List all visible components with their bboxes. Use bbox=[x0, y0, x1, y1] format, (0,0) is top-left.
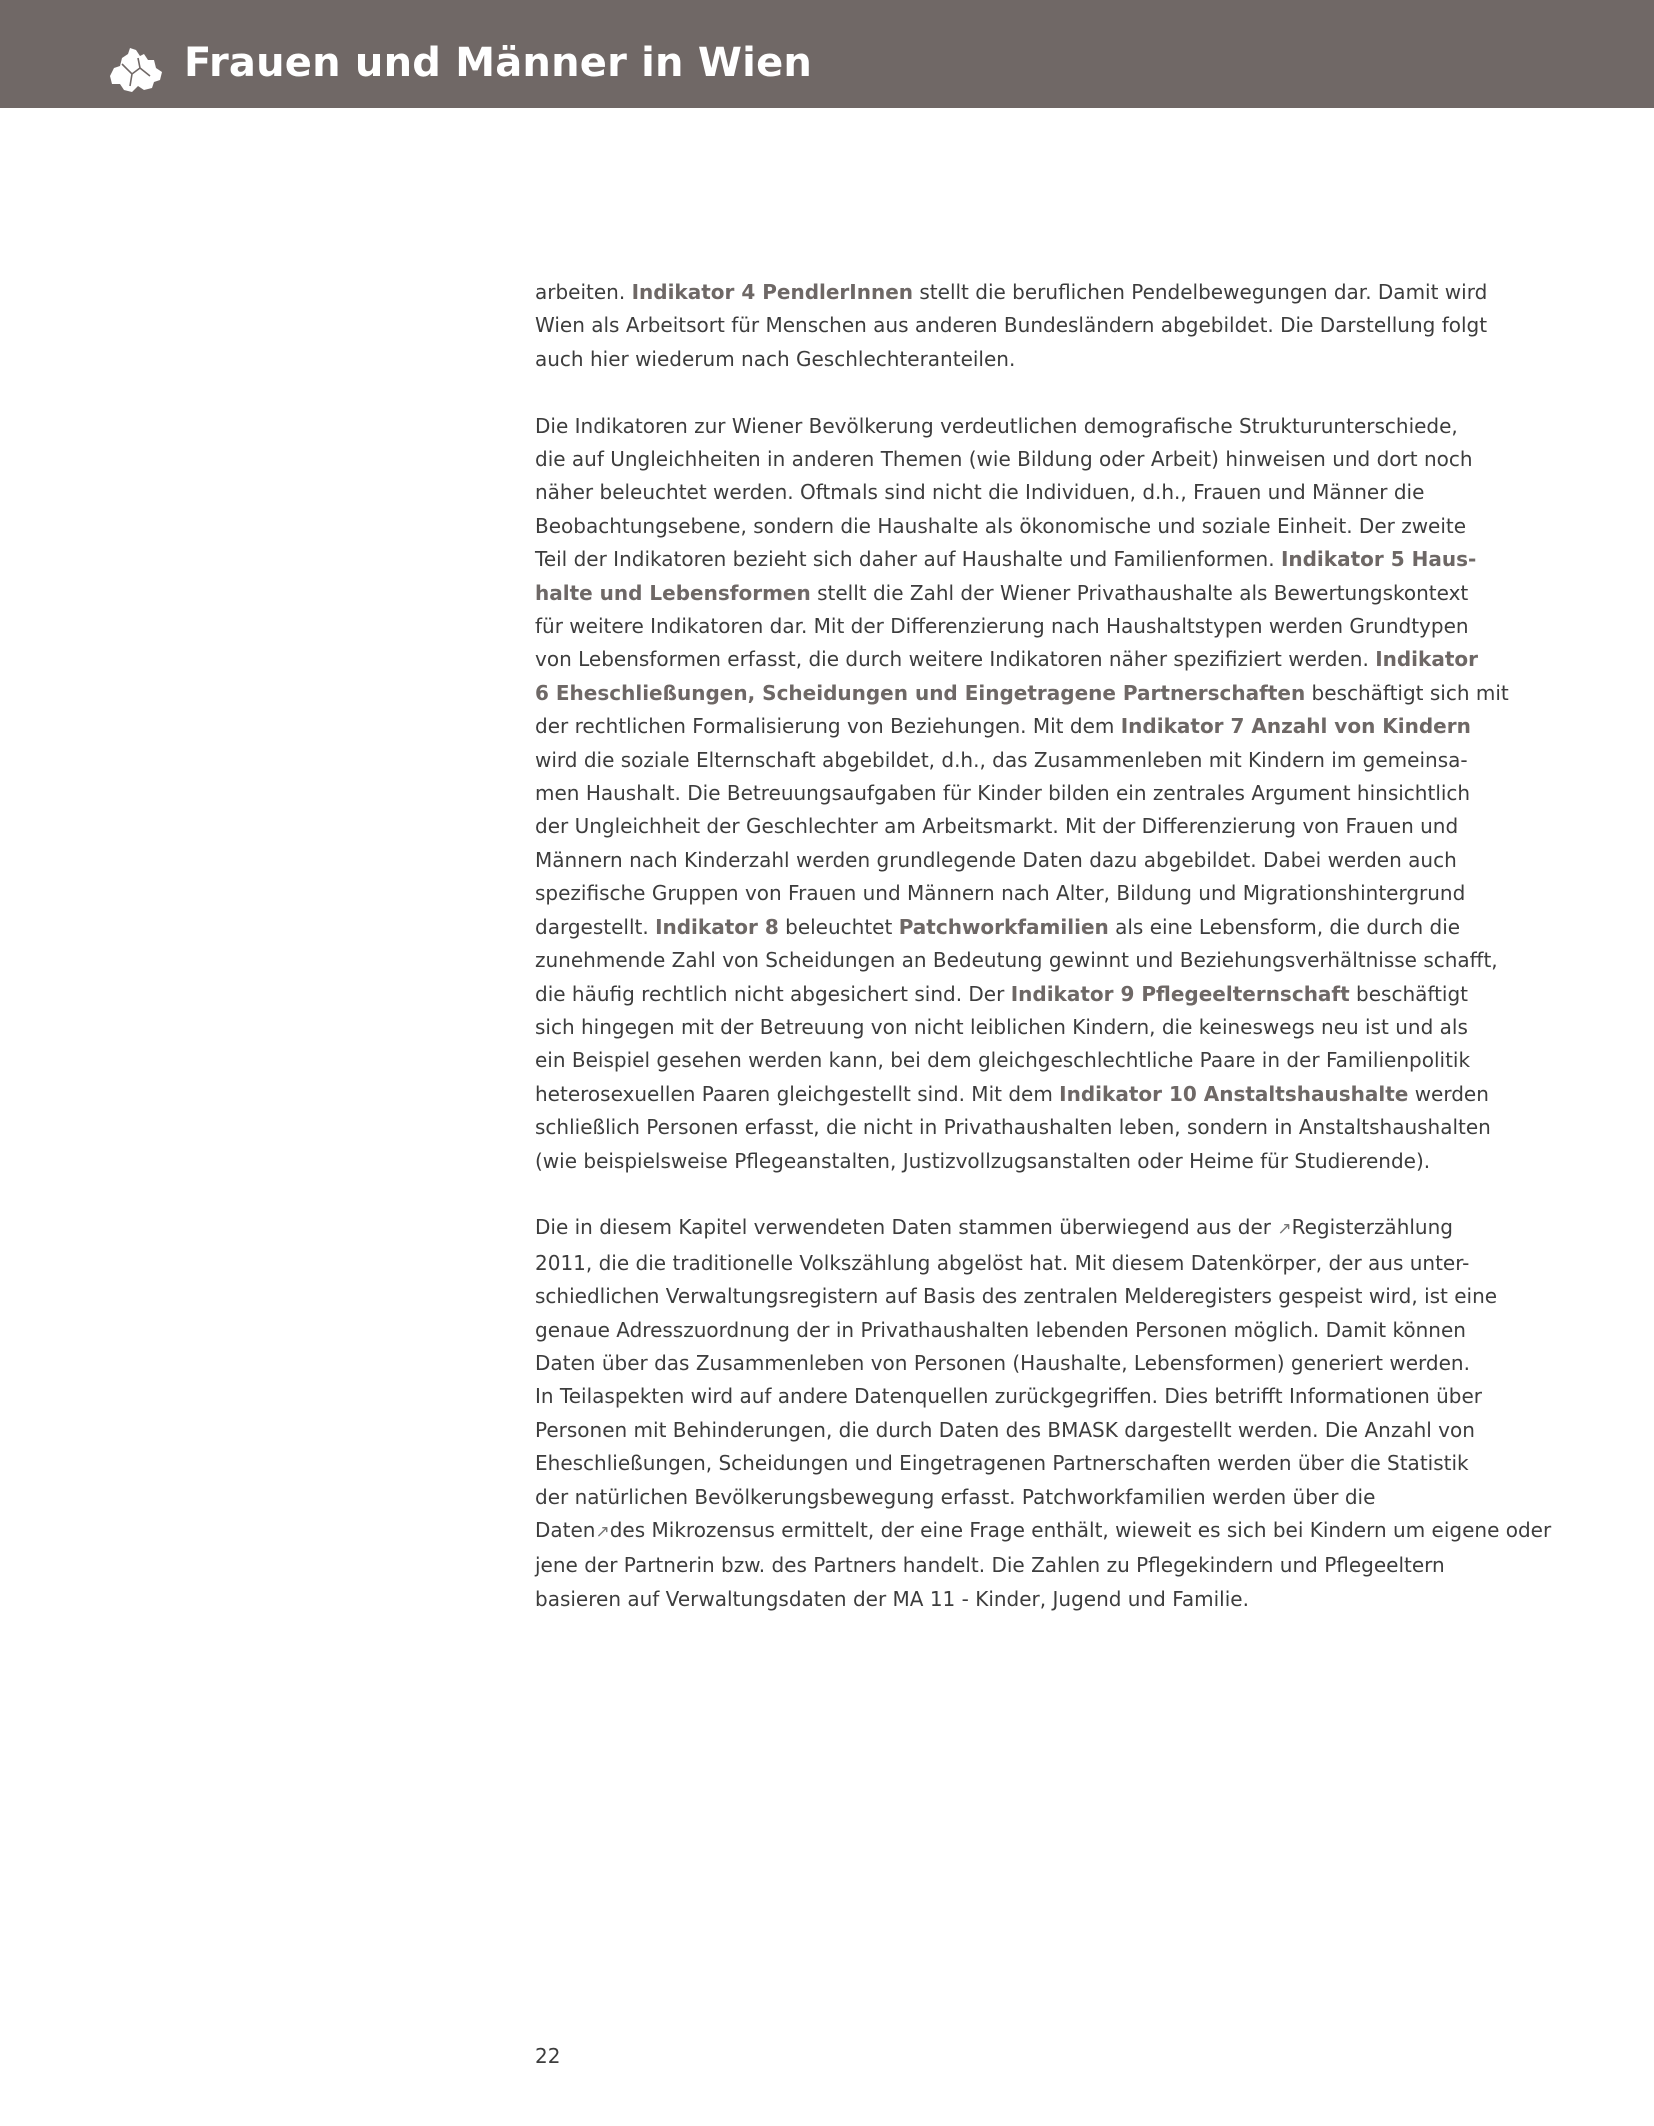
text-line: spezifische Gruppen von Frauen und Männern nach Alter, Bildung und Migrationshintergrund bbox=[535, 881, 1466, 906]
emphasis-indicator-5: Indikator 5 Haus- bbox=[1280, 547, 1477, 572]
text-line: sich hingegen mit der Betreuung von nicht leiblichen Kindern, die keineswegs neu ist und als bbox=[535, 1014, 1468, 1039]
text-run: als eine Lebensform, die durch die bbox=[1108, 914, 1461, 939]
text-line bbox=[535, 276, 1495, 309]
page-number: 22 bbox=[535, 2044, 561, 2068]
text-line bbox=[535, 1078, 1495, 1111]
page-header-title: Frauen und Männer in Wien bbox=[184, 40, 813, 86]
emphasis-indicator-10: Indikator 10 Anstaltshaushalte bbox=[1059, 1081, 1409, 1106]
text-line: Beobachtungsebene, sondern die Haushalte als ökonomische und soziale Einheit. Der zweite bbox=[535, 513, 1467, 538]
text-run: Die in diesem Kapitel verwendeten Daten stammen überwiegend aus der bbox=[535, 1215, 1278, 1240]
glossary-link-registerzaehlung[interactable]: Registerzählung bbox=[1291, 1215, 1453, 1240]
text-run: dargestellt. bbox=[535, 914, 656, 939]
header-bar bbox=[0, 0, 1654, 108]
text-line bbox=[535, 1514, 1552, 1549]
emphasis-indicator-4: Indikator 4 PendlerInnen bbox=[631, 280, 914, 304]
text-line: In Teilaspekten wird auf andere Datenquellen zurückgegriffen. Dies betrifft Informationen über bbox=[535, 1384, 1483, 1409]
text-line: der natürlichen Bevölkerungsbewegung erfasst. Patchworkfamilien werden über die bbox=[535, 1484, 1376, 1509]
paragraph-data-sources bbox=[535, 1211, 1552, 1616]
text-run: Daten bbox=[535, 1518, 596, 1542]
text-line bbox=[535, 543, 1495, 576]
text-line: näher beleuchtet werden. Oftmals sind nicht die Individuen, d.h., Frauen und Männer die bbox=[535, 480, 1425, 505]
text-run: der rechtlichen Formalisierung von Beziehungen. Mit dem bbox=[535, 714, 1121, 739]
text-line bbox=[535, 978, 1495, 1011]
arrow-up-right-icon: ↗ bbox=[595, 1522, 610, 1542]
emphasis-indicator-6-cont: 6 Eheschließungen, Scheidungen und Eingetragene Partnerschaften bbox=[535, 680, 1306, 705]
emphasis-indicator-8: Indikator 8 bbox=[655, 914, 779, 939]
text-line: Männern nach Kinderzahl werden grundlegende Daten dazu abgebildet. Dabei werden auch bbox=[535, 847, 1457, 872]
text-line: genaue Adresszuordnung der in Privathaushalten lebenden Personen möglich. Damit können bbox=[535, 1317, 1466, 1342]
text-run: heterosexuellen Paaren gleichgestellt sind. Mit dem bbox=[535, 1081, 1060, 1106]
text-line: der Ungleichheit der Geschlechter am Arbeitsmarkt. Mit der Differenzierung von Frauen und bbox=[535, 814, 1459, 839]
text-line: 2011, die die traditionelle Volkszählung abgelöst hat. Mit diesem Datenkörper, der aus unter- bbox=[535, 1250, 1470, 1275]
text-line bbox=[535, 577, 1495, 610]
emphasis-indicator-6: Indikator bbox=[1375, 647, 1478, 672]
arrow-up-right-icon: ↗ bbox=[1277, 1219, 1292, 1240]
paragraph-indicators-pendler bbox=[535, 276, 1495, 376]
text-line: die auf Ungleichheiten in anderen Themen (wie Bildung oder Arbeit) hinweisen und dort noch bbox=[535, 447, 1473, 472]
text-line: auch hier wiederum nach Geschlechteranteilen. bbox=[535, 346, 1016, 371]
text-run: arbeiten. bbox=[535, 280, 632, 304]
text-line: Die Indikatoren zur Wiener Bevölkerung verdeutlichen demografische Strukturunterschiede, bbox=[535, 413, 1458, 438]
emphasis-patchworkfamilien: Patchworkfamilien bbox=[898, 914, 1109, 939]
text-line bbox=[535, 643, 1495, 676]
text-line: Personen mit Behinderungen, die durch Daten des BMASK dargestellt werden. Die Anzahl von bbox=[535, 1417, 1475, 1442]
text-line: jene der Partnerin bzw. des Partners handelt. Die Zahlen zu Pflegekindern und Pflegeeltern bbox=[535, 1553, 1445, 1578]
text-line bbox=[535, 710, 1495, 743]
glossary-link-daten[interactable]: des Mikrozensus ermittelt, der eine Frage enthält, wieweit es sich bei Kindern um eigene oder bbox=[609, 1518, 1552, 1542]
text-run: von Lebensformen erfasst, die durch weitere Indikatoren näher spezifiziert werden. bbox=[535, 647, 1376, 672]
text-line: ein Beispiel gesehen werden kann, bei dem gleichgeschlechtliche Paare in der Familienpolitik bbox=[535, 1048, 1471, 1073]
text-run: die häufig rechtlich nicht abgesichert sind. Der bbox=[535, 981, 1011, 1006]
text-line bbox=[535, 911, 1495, 944]
text-line: schiedlichen Verwaltungsregistern auf Basis des zentralen Melderegisters gespeist wird, ist eine bbox=[535, 1284, 1498, 1309]
emphasis-indicator-7: Indikator 7 Anzahl von Kindern bbox=[1120, 714, 1471, 739]
emphasis-indicator-9: Indikator 9 Pflegeelternschaft bbox=[1010, 981, 1350, 1006]
text-run: Teil der Indikatoren bezieht sich daher auf Haushalte und Familienformen. bbox=[535, 547, 1281, 572]
text-line: Daten über das Zusammenleben von Personen (Haushalte, Lebensformen) generiert werden. bbox=[535, 1350, 1470, 1375]
text-line: Wien als Arbeitsort für Menschen aus anderen Bundesländern abgebildet. Die Darstellung folgt bbox=[535, 313, 1488, 338]
text-line: (wie beispielsweise Pflegeanstalten, Justizvollzugsanstalten oder Heime für Studierende). bbox=[535, 1148, 1431, 1173]
text-line: wird die soziale Elternschaft abgebildet, d.h., das Zusammenleben mit Kindern im gemeinsa- bbox=[535, 747, 1468, 772]
paragraph-indicators-households bbox=[535, 410, 1509, 1178]
text-line: basieren auf Verwaltungsdaten der MA 11 - Kinder, Jugend und Familie. bbox=[535, 1586, 1249, 1611]
document-body bbox=[535, 276, 1552, 1650]
emphasis-indicator-5-cont: halte und Lebensformen bbox=[535, 580, 811, 605]
text-line: für weitere Indikatoren dar. Mit der Differenzierung nach Haushaltstypen werden Grundtypen bbox=[535, 614, 1469, 639]
text-line bbox=[535, 677, 1509, 710]
text-run: beschäftigt sich mit bbox=[1305, 680, 1509, 705]
text-run: beschäftigt bbox=[1349, 981, 1469, 1006]
text-line: zunehmende Zahl von Scheidungen an Bedeutung gewinnt und Beziehungsverhältnisse schafft, bbox=[535, 948, 1498, 973]
text-run: werden bbox=[1408, 1081, 1489, 1106]
text-run: beleuchtet bbox=[778, 914, 899, 939]
text-run: stellt die Zahl der Wiener Privathaushalte als Bewertungskontext bbox=[810, 580, 1469, 605]
text-run: stellt die beruflichen Pendelbewegungen dar. Damit wird bbox=[913, 280, 1488, 304]
text-line: Eheschließungen, Scheidungen und Eingetragenen Partnerschaften werden über die Statistik bbox=[535, 1451, 1469, 1476]
vienna-map-icon bbox=[106, 46, 164, 94]
text-line: schließlich Personen erfasst, die nicht in Privathaushalten leben, sondern in Anstaltshaushalten bbox=[535, 1115, 1491, 1140]
text-line: men Haushalt. Die Betreuungsaufgaben für Kinder bilden ein zentrales Argument hinsichtlich bbox=[535, 781, 1471, 806]
text-line bbox=[535, 1211, 1495, 1246]
